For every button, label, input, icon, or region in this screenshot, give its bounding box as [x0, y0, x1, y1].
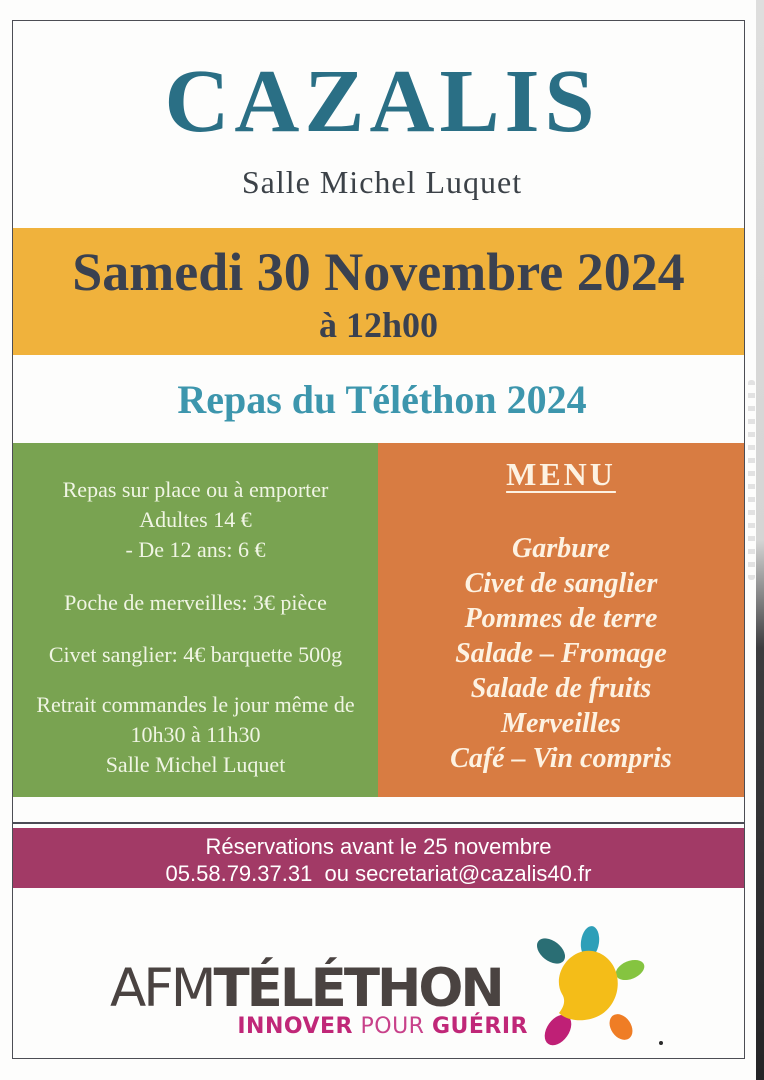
brand-afm: AFM: [110, 958, 214, 1019]
info-line: - De 12 ans: 6 €: [125, 537, 266, 562]
info-line: Salle Michel Luquet: [105, 752, 286, 777]
scan-edge-shadow: [756, 0, 764, 1080]
poster-title: CAZALIS: [164, 52, 600, 151]
pickup-info-group: [13, 690, 378, 780]
merveilles-price-group: [13, 588, 378, 618]
info-line: Retrait commandes le jour même de: [36, 692, 355, 717]
menu-heading: MENU: [506, 456, 616, 492]
civet-price-group: [13, 640, 378, 670]
horizontal-divider: [12, 822, 745, 824]
brand-telethon: TÉLÉTHON: [213, 958, 502, 1019]
venue-subtitle: Salle Michel Luquet: [241, 164, 523, 200]
menu-item: Café – Vin compris: [450, 743, 672, 774]
scan-artifact: [748, 380, 755, 580]
info-panel: [13, 443, 378, 797]
afm-telethon-logotype: [110, 958, 528, 1019]
menu-item: Garbure: [511, 533, 610, 564]
menu-item: Salade – Fromage: [455, 638, 667, 669]
tagline-guerir: GUÉRIR: [431, 1014, 528, 1039]
ink-dot: [659, 1041, 663, 1045]
menu-item: Civet de sanglier: [464, 568, 658, 599]
event-date: Samedi 30 Novembre 2024: [72, 242, 685, 302]
menu-list: [378, 531, 744, 776]
reservation-deadline: Réservations avant le 25 novembre: [205, 834, 552, 859]
date-banner: [13, 228, 744, 355]
pricing-group: [13, 443, 378, 565]
menu-panel: [378, 443, 744, 797]
reservation-contact: 05.58.79.37.31 ou secretariat@cazalis40.fr: [165, 861, 592, 886]
info-line: Poche de merveilles: 3€ pièce: [64, 590, 327, 615]
info-line: Civet sanglier: 4€ barquette 500g: [48, 642, 343, 667]
menu-item: Pommes de terre: [464, 603, 658, 634]
tagline-pour: POUR: [353, 1014, 432, 1039]
info-line: Adultes 14 €: [139, 507, 252, 532]
menu-item: Merveilles: [501, 708, 621, 739]
info-line: 10h30 à 11h30: [130, 722, 261, 747]
info-line: Repas sur place ou à emporter: [62, 477, 329, 502]
afm-sun-icon: [518, 926, 648, 1050]
reservation-banner: [13, 828, 744, 888]
menu-item: Salade de fruits: [470, 673, 652, 704]
event-title: Repas du Téléthon 2024: [177, 377, 587, 422]
event-time: à 12h00: [318, 305, 439, 345]
tagline-innover: INNOVER: [237, 1014, 353, 1039]
afm-tagline: [110, 1014, 528, 1039]
